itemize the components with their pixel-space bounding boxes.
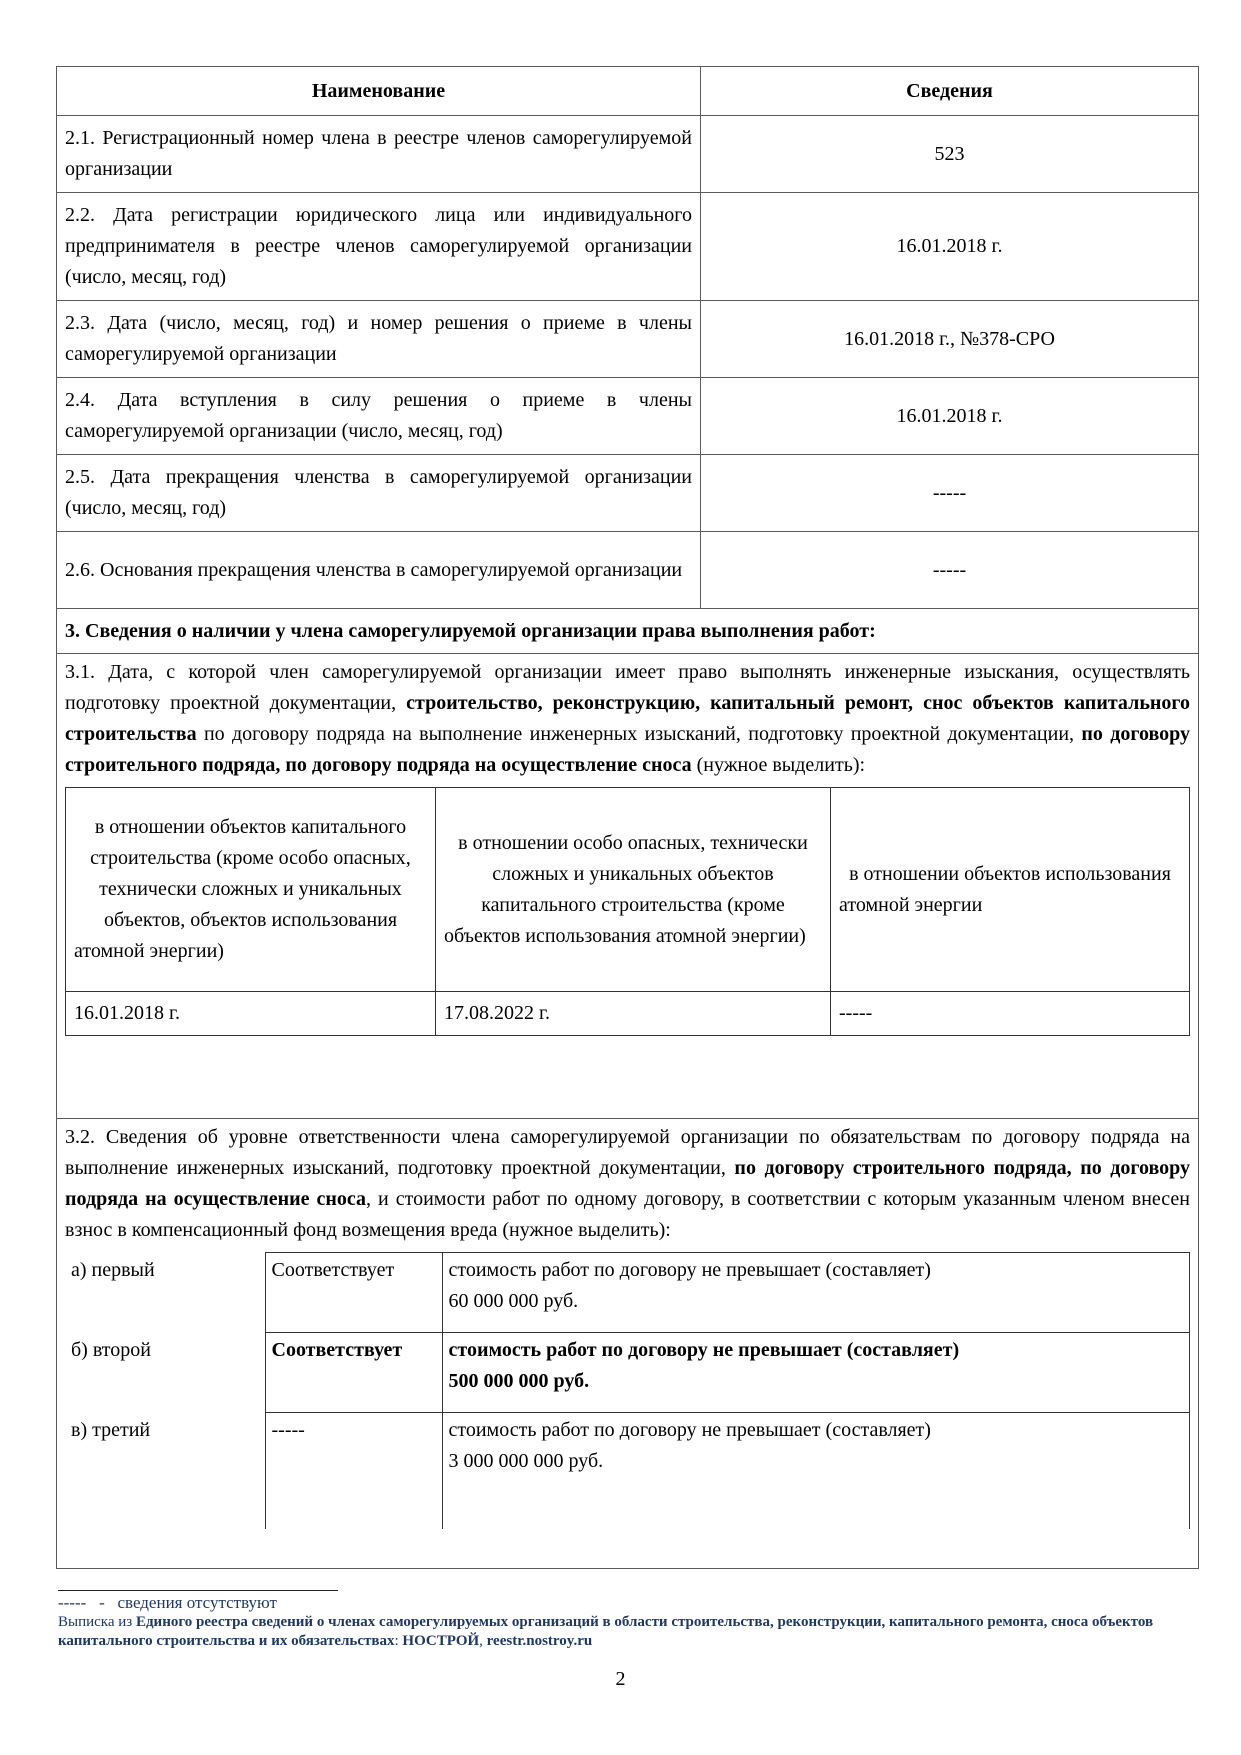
row-label: 2.3. Дата (число, месяц, год) и номер решения о приеме в члены саморегулируемой организации [57, 301, 701, 378]
page-number: 2 [615, 1668, 626, 1690]
column-regular-objects: в отношении объектов капитального строительства (кроме особо опасных, технически сложных и уникальных объектов, объектов использования атомной энергии) [66, 788, 436, 992]
work-rights-header-row [66, 788, 1190, 992]
section-3-1-row [57, 654, 1199, 1119]
work-rights-table [65, 787, 1190, 1036]
page-footer [58, 1590, 1198, 1651]
date-hazardous-objects: 17.08.2022 г. [436, 992, 831, 1036]
level-label: б) второй [71, 1338, 151, 1361]
section-3-title-row [57, 609, 1199, 654]
date-nuclear-objects: ----- [831, 992, 1190, 1036]
section-3-2-text: 3.2. Сведения об уровне ответственности члена саморегулируемой организации по обязательствам по договору подряда на выполнение инженерных изысканий, подготовку проектной документации, по договору строительного подряда, по договору подряда на осуществление сноса, и стоимости работ по одному договору, в соответствии с которым указанным членом внесен взнос в компенсационный фонд возмещения вреда (нужное выделить): [65, 1126, 1190, 1241]
footnote-legend: ----- - сведения отсутствуют [58, 1593, 277, 1612]
row-value: 16.01.2018 г. [701, 378, 1199, 455]
table-header-row [57, 67, 1199, 116]
level-cost: стоимость работ по договору не превышает (составляет) 3 000 000 000 руб. [442, 1413, 1190, 1529]
liability-level-row-selected [65, 1333, 1190, 1413]
liability-level-row [65, 1253, 1190, 1333]
row-label: 2.6. Основания прекращения членства в саморегулируемой организации [57, 532, 701, 609]
level-status: Соответствует [265, 1333, 442, 1413]
section-3-1 [57, 654, 1199, 1119]
table-row [57, 301, 1199, 378]
table-row [57, 193, 1199, 301]
row-value: 16.01.2018 г. [701, 193, 1199, 301]
row-value: 523 [701, 116, 1199, 193]
column-nuclear-objects: в отношении объектов использования атомной энергии [831, 788, 1190, 992]
work-rights-dates-row [66, 992, 1190, 1036]
row-label: 2.5. Дата прекращения членства в саморегулируемой организации (число, месяц, год) [57, 455, 701, 532]
row-value: ----- [701, 532, 1199, 609]
source-note: Выписка из Единого реестра сведений о членах саморегулируемых организаций в области строительства, реконструкции, капитального ремонта, сноса объектов капитального строительства и их обязательствах: НОСТРОЙ, reestr.nostroy.ru [58, 1614, 1154, 1649]
level-label: а) первый [71, 1258, 155, 1281]
row-label: 2.2. Дата регистрации юридического лица или индивидуального предпринимателя в реестре членов саморегулируемой организации (число, месяц, год) [57, 193, 701, 301]
level-status: Соответствует [265, 1253, 442, 1333]
registry-extract-table [56, 66, 1199, 1569]
header-name: Наименование [57, 67, 701, 116]
table-row [57, 116, 1199, 193]
footnote-divider [58, 1590, 338, 1591]
row-value: ----- [701, 455, 1199, 532]
table-row [57, 532, 1199, 609]
row-label: 2.4. Дата вступления в силу решения о приеме в члены саморегулируемой организации (число, месяц, год) [57, 378, 701, 455]
source-url-link[interactable]: reestr.nostroy.ru [486, 1633, 593, 1649]
table-row [57, 378, 1199, 455]
section-3-2 [57, 1119, 1199, 1569]
section-3-1-text: 3.1. Дата, с которой член саморегулируемой организации имеет право выполнять инженерные изыскания, осуществлять подготовку проектной документации, строительство, реконструкцию, капитальный ремонт, снос объектов капитального строительства по договору подряда на выполнение инженерных изысканий, подготовку проектной документации, по договору строительного подряда, по договору подряда на осуществление сноса (нужное выделить): [65, 661, 1191, 776]
level-label: в) третий [71, 1418, 151, 1441]
level-cost: стоимость работ по договору не превышает (составляет) 500 000 000 руб. [442, 1333, 1190, 1413]
row-value: 16.01.2018 г., №378-СРО [701, 301, 1199, 378]
section-3-title: 3. Сведения о наличии у члена саморегулируемой организации права выполнения работ: [57, 609, 1199, 654]
liability-levels-table [65, 1252, 1190, 1529]
liability-level-row [65, 1413, 1190, 1529]
header-value: Сведения [701, 67, 1199, 116]
row-label: 2.1. Регистрационный номер члена в реестре членов саморегулируемой организации [57, 116, 701, 193]
level-cost: стоимость работ по договору не превышает (составляет) 60 000 000 руб. [442, 1253, 1190, 1333]
level-status: ----- [265, 1413, 442, 1529]
section-3-2-row [57, 1119, 1199, 1569]
table-row [57, 455, 1199, 532]
column-hazardous-objects: в отношении особо опасных, технически сложных и уникальных объектов капитального строительства (кроме объектов использования атомной энергии) [436, 788, 831, 992]
date-regular-objects: 16.01.2018 г. [66, 992, 436, 1036]
